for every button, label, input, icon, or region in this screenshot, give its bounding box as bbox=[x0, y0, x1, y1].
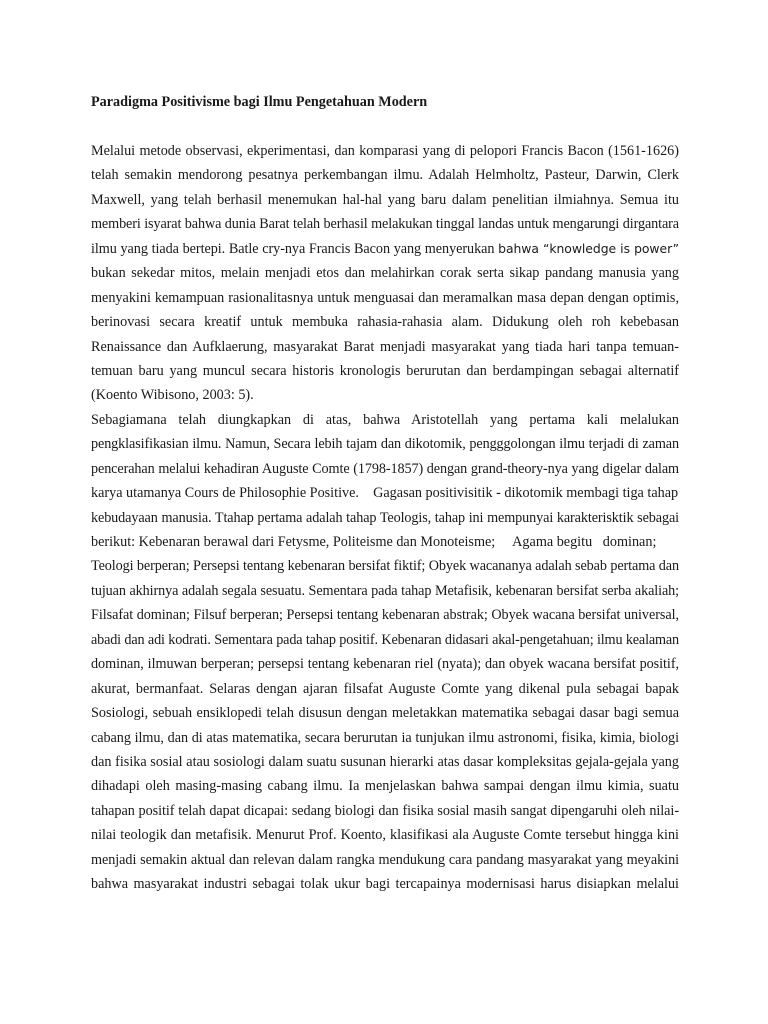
paragraph-2-line: tahapan positif telah dapat dicapai: sedang biologi dan fisika sosial masih sangat dipengaruhi oleh nilai- bbox=[91, 802, 679, 819]
paragraph-1-line: bukan sekedar mitos, melain menjadi etos dan melahirkan corak serta sikap pandang manusia yang bbox=[91, 265, 679, 282]
paragraph-1-line: Melalui metode observasi, ekperimentasi, dan komparasi yang di pelopori Francis Bacon (1561-1626) bbox=[91, 143, 679, 159]
line-text: ilmu yang tiada bertepi. Batle cry-nya Francis Bacon yang menyerukan bbox=[91, 240, 499, 257]
paragraph-2-line: berikut: Kebenaran berawal dari Fetysme, Politeisme dan Monoteisme; Agama begitu dominan; bbox=[91, 534, 657, 550]
paragraph-2-line: Filsafat dominan; Filsuf berperan; Persepsi tentang kebenaran abstrak; Obyek wacana bersifat universal, bbox=[91, 607, 679, 624]
paragraph-1-line: Maxwell, yang telah berhasil menemukan hal-hal yang baru dalam penelitian ilmiahnya. Semua itu bbox=[91, 191, 679, 208]
document-title: Paradigma Positivisme bagi Ilmu Pengetahuan Modern bbox=[91, 94, 428, 110]
paragraph-2-line: menjadi semakin aktual dan relevan dalam rangka mendukung cara pandang masyarakat yang meyakini bbox=[91, 851, 679, 868]
paragraph-2-line: pencerahan melalui kehadiran Auguste Comte (1798-1857) dengan grand-theory-nya yang digelar dalam bbox=[91, 460, 679, 477]
paragraph-2-line: Sebagiamana telah diungkapkan di atas, bahwa Aristotellah yang pertama kali melalukan bbox=[91, 411, 679, 428]
paragraph-2-line: karya utamanya Cours de Philosophie Positive. Gagasan positivisitik - dikotomik membagi tiga tahap bbox=[91, 485, 679, 502]
knowledge-is-power-quote: bahwa “knowledge is power” bbox=[498, 240, 680, 256]
paragraph-1-line: Renaissance dan Aufklaerung, masyarakat Barat menjadi masyarakat yang tiada hari tanpa temuan- bbox=[91, 338, 679, 355]
paragraph-2-line: nilai teologik dan metafisik. Menurut Prof. Koento, klasifikasi ala Auguste Comte tersebut hingga kini bbox=[91, 827, 679, 844]
paragraph-2-line: dihadapi oleh masing-masing cabang ilmu. Ia menjelaskan bahwa sampai dengan ilmu kimia, suatu bbox=[91, 778, 679, 795]
paragraph-2-line: Sosiologi, sebuah ensiklopedi telah disusun dengan meletakkan matematika sebagai dasar bagi semua bbox=[91, 705, 679, 722]
paragraph-2-line: akurat, bermanfaat. Selaras dengan ajaran filsafat Auguste Comte yang dikenal pula sebagai bapak bbox=[91, 680, 679, 697]
paragraph-2-line: cabang ilmu, dan di atas matematika, secara berurutan ia tunjukan ilmu astronomi, fisika, kimia, biologi bbox=[91, 729, 679, 746]
paragraph-1-line: temuan baru yang muncul secara historis kronologis berurutan dan berdampingan sebagai alternatif bbox=[91, 362, 679, 379]
paragraph-2-line: abadi dan adi kodrati. Sementara pada tahap positif. Kebenaran didasari akal-pengetahuan; ilmu kealaman bbox=[91, 631, 679, 648]
paragraph-1-line: (Koento Wibisono, 2003: 5). bbox=[91, 387, 254, 404]
paragraph-2-line: pengklasifikasian ilmu. Namun, Secara lebih tajam dan dikotomik, pengggolongan ilmu terjadi di zaman bbox=[91, 436, 679, 453]
paragraph-1-line bbox=[91, 237, 679, 261]
paragraph-2-line: dan fisika sosial atau sosiologi dalam suatu susunan hierarki atas dasar kompleksitas gejala-gejala yang bbox=[91, 753, 679, 770]
paragraph-2-line: bahwa masyarakat industri sebagai tolak ukur bagi tercapainya modernisasi harus disiapkan melalui bbox=[91, 876, 679, 893]
document-body bbox=[91, 139, 679, 897]
paragraph-2-line: Teologi berperan; Persepsi tentang kebenaran bersifat fiktif; Obyek wacananya adalah sebab pertama dan bbox=[91, 558, 679, 575]
paragraph-2-line: tujuan akhirnya adalah segala sesuatu. Sementara pada tahap Metafisik, kebenaran bersifat serba akaliah; bbox=[91, 582, 679, 599]
paragraph-1-line: berinovasi secara kreatif untuk membuka rahasia-rahasia alam. Didukung oleh roh kebebasan bbox=[91, 314, 679, 331]
paragraph-1-line: menyakini kemampuan rasionalitasnya untuk menguasai dan meramalkan masa depan dengan optimis, bbox=[91, 289, 679, 306]
paragraph-1-line: telah semakin mendorong pesatnya perkembangan ilmu. Adalah Helmholtz, Pasteur, Darwin, Clerk bbox=[91, 167, 679, 184]
paragraph-1-line: memberi isyarat bahwa dunia Barat telah berhasil melakukan tinggal landas untuk mengarungi dirgantara bbox=[91, 216, 679, 233]
paragraph-2-line: dominan, ilmuwan berperan; persepsi tentang kebenaran riel (nyata); dan obyek wacana bersifat positif, bbox=[91, 656, 679, 673]
paragraph-2-line: kebudayaan manusia. Ttahap pertama adalah tahap Teologis, tahap ini mempunyai karakterisktik sebagai bbox=[91, 509, 679, 526]
